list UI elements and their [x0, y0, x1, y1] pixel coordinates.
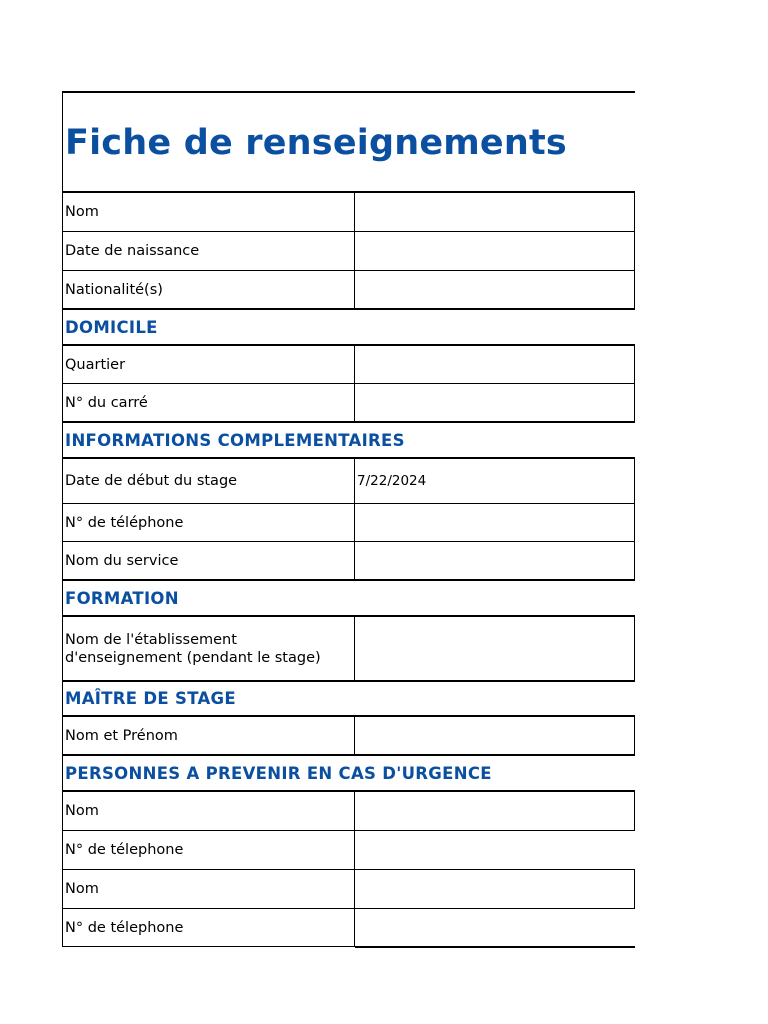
table-row [62, 792, 635, 831]
field-value-urgence-nom-1[interactable] [355, 792, 635, 830]
table-row [62, 232, 635, 271]
field-label: Nom et Prénom [63, 717, 355, 754]
field-label: N° de téléphone [63, 504, 355, 541]
field-label: N° du carré [63, 384, 355, 421]
section-heading-informations [62, 423, 635, 459]
field-value-nationalite[interactable] [355, 271, 635, 308]
table-row [62, 909, 635, 947]
field-value-service[interactable] [355, 542, 635, 579]
section-heading-domicile [62, 310, 635, 346]
field-label: N° de télephone [63, 831, 355, 869]
field-label: Nom du service [63, 542, 355, 579]
table-row [62, 459, 635, 504]
field-value-nom[interactable] [355, 193, 635, 231]
table-row [62, 504, 635, 542]
field-value-maitre-nom[interactable] [355, 717, 635, 754]
field-label: N° de télephone [63, 909, 355, 946]
section-title: DOMICILE [65, 317, 158, 337]
field-value-telephone[interactable] [355, 504, 635, 541]
field-label: Nom [63, 193, 355, 231]
field-label: Quartier [63, 346, 355, 383]
section-title: MAÎTRE DE STAGE [65, 689, 236, 708]
section-heading-urgence [62, 756, 635, 792]
section-title: INFORMATIONS COMPLEMENTAIRES [65, 430, 405, 450]
table-row [62, 870, 635, 909]
table-row [62, 831, 635, 870]
field-label: Date de début du stage [63, 459, 355, 503]
section-title: PERSONNES A PREVENIR EN CAS D'URGENCE [65, 763, 492, 783]
field-value-quartier[interactable] [355, 346, 635, 383]
table-row [62, 193, 635, 232]
page-title: Fiche de renseignements [65, 123, 567, 163]
field-label: Nom [63, 870, 355, 908]
field-value-carre[interactable] [355, 384, 635, 421]
title-row [62, 91, 635, 193]
table-row [62, 384, 635, 423]
field-label: Date de naissance [63, 232, 355, 270]
table-row [62, 542, 635, 581]
table-row [62, 717, 635, 756]
section-heading-maitre-stage [62, 682, 635, 717]
section-heading-formation [62, 581, 635, 617]
form-sheet [62, 91, 635, 947]
field-label: Nom [63, 792, 355, 830]
field-label: Nationalité(s) [63, 271, 355, 308]
field-value-urgence-nom-2[interactable] [355, 869, 635, 908]
table-bottom-rule [355, 946, 635, 948]
field-label: Nom de l'établissement d'enseignement (pendant le stage) [63, 617, 355, 680]
field-value-urgence-tel-1[interactable] [355, 831, 635, 869]
field-value-urgence-tel-2[interactable] [355, 909, 635, 946]
table-row [62, 617, 635, 682]
table-row [62, 346, 635, 384]
table-row [62, 271, 635, 310]
field-value-etablissement[interactable] [355, 617, 635, 680]
field-value-date-naissance[interactable] [355, 232, 635, 270]
section-title: FORMATION [65, 588, 179, 608]
field-value-date-debut-stage[interactable]: 7/22/2024 [355, 459, 635, 503]
